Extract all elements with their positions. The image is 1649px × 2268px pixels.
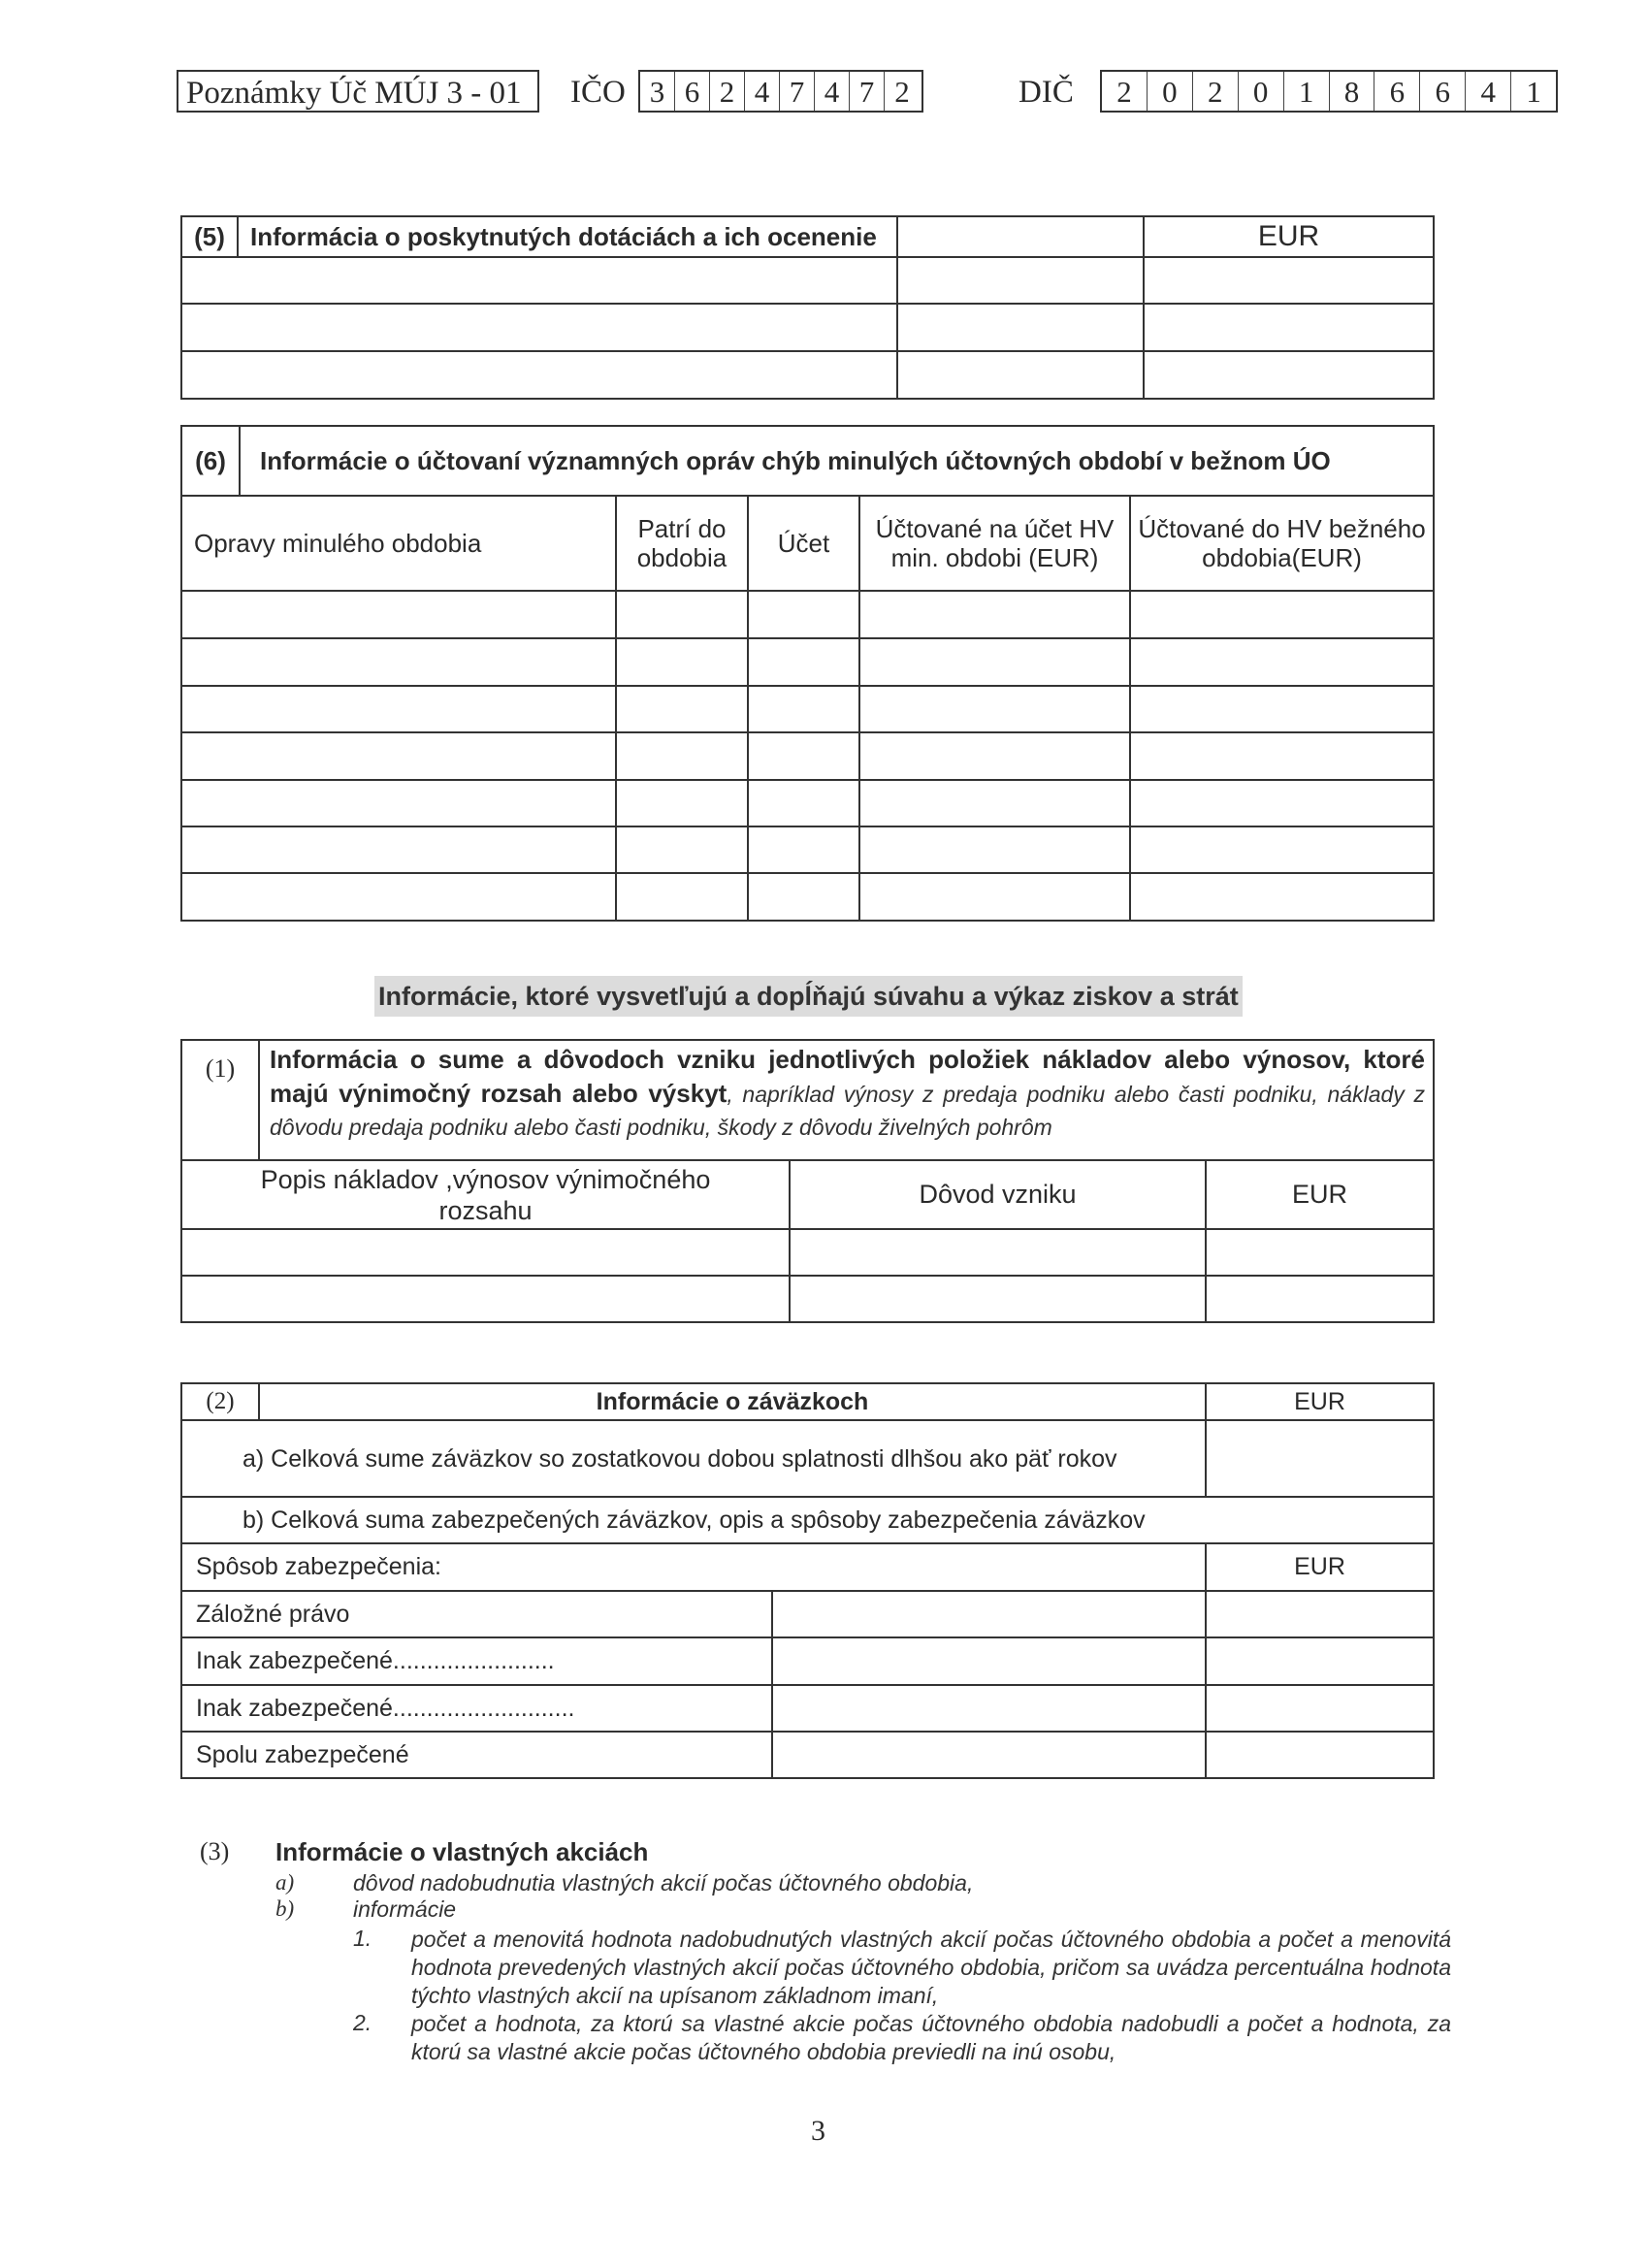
table-row (181, 732, 1434, 780)
section6-cell[interactable] (859, 780, 1130, 826)
ico-digit: 4 (745, 72, 780, 111)
page-number: 3 (811, 2115, 825, 2147)
security-header: Spôsob zabezpečenia: (181, 1543, 1206, 1591)
item3-number: (3) (200, 1837, 230, 1865)
section6-number: (6) (181, 426, 240, 496)
section6-cell[interactable] (616, 780, 748, 826)
section6-cell[interactable] (1130, 826, 1434, 873)
section6-cell[interactable] (616, 732, 748, 780)
item2-row-b: b) Celková suma zabezpečených záväzkov, opis a spôsoby zabezpečenia záväzkov (181, 1497, 1434, 1543)
security-cell[interactable] (1206, 1591, 1434, 1637)
item3-subitem-marker: 2. (353, 2010, 372, 2035)
col-header-eur: EUR (1206, 1160, 1434, 1229)
section5-cell[interactable] (897, 257, 1144, 304)
item2-number: (2) (181, 1383, 259, 1420)
section6-cell[interactable] (859, 732, 1130, 780)
table-row (181, 257, 1434, 304)
col-header-hv-current: Účtované do HV bežného obdobia(EUR) (1130, 496, 1434, 591)
section6-cell[interactable] (859, 686, 1130, 732)
ico-label: IČO (570, 75, 626, 110)
ico-digit: 7 (850, 72, 885, 111)
section6-cell[interactable] (181, 732, 616, 780)
item3-text: dôvod nadobudnutia vlastných akcií počas účtovného obdobia, (353, 1870, 974, 1895)
security-cell[interactable] (1206, 1732, 1434, 1778)
item2-row-a: a) Celková sume záväzkov so zostatkovou dobou splatnosti dlhšou ako päť rokov (181, 1420, 1206, 1497)
section5-title: Informácia o poskytnutých dotáciách a ich ocenenie (238, 216, 897, 257)
section5-cell[interactable] (181, 257, 897, 304)
col-header-corrections: Opravy minulého obdobia (181, 496, 616, 591)
item3-marker: a) (275, 1870, 295, 1895)
security-cell[interactable] (772, 1685, 1206, 1732)
table-row (181, 1276, 1434, 1322)
dic-digit: 1 (1284, 72, 1330, 111)
security-cell[interactable] (1206, 1637, 1434, 1685)
table-row (181, 1732, 1434, 1778)
table-row (181, 1229, 1434, 1276)
section5-blank-header (897, 216, 1144, 257)
security-label: Inak zabezpečené........................ (181, 1637, 772, 1685)
item1-cell[interactable] (790, 1276, 1206, 1322)
dic-digit: 2 (1102, 72, 1148, 111)
section5-cell[interactable] (897, 304, 1144, 351)
dic-digit: 2 (1193, 72, 1239, 111)
col-header-reason: Dôvod vzniku (790, 1160, 1206, 1229)
item3-subitem-text: počet a hodnota, za ktorú sa vlastné akcie počas účtovného obdobia nadobudli a počet a hodnota, za ktorú sa vlastné akcie počas účtovného obdobia previedli na inú osobu, (411, 2011, 1451, 2064)
dic-digit: 0 (1239, 72, 1284, 111)
security-cell[interactable] (1206, 1685, 1434, 1732)
section6-cell[interactable] (1130, 780, 1434, 826)
section6-cell[interactable] (859, 591, 1130, 638)
section-banner: Informácie, ktoré vysvetľujú a dopĺňajú súvahu a výkaz ziskov a strát (374, 976, 1243, 1017)
section5-table (180, 215, 1435, 400)
section6-cell[interactable] (859, 638, 1130, 686)
table-row (181, 1685, 1434, 1732)
security-label: Inak zabezpečené........................... (181, 1685, 772, 1732)
ico-digit: 6 (675, 72, 710, 111)
dic-label: DIČ (1018, 75, 1074, 110)
section6-cell[interactable] (181, 873, 616, 921)
section6-cell[interactable] (1130, 591, 1434, 638)
ico-digit: 7 (780, 72, 815, 111)
section6-cell[interactable] (616, 591, 748, 638)
col-header-hv-prior: Účtované na účet HV min. obdobi (EUR) (859, 496, 1130, 591)
table-row (181, 304, 1434, 351)
section6-cell[interactable] (616, 873, 748, 921)
form-title: Poznámky Úč MÚJ 3 - 01 (177, 70, 539, 113)
security-label: Záložné právo (181, 1591, 772, 1637)
table-row (181, 638, 1434, 686)
item1-title (259, 1040, 1434, 1160)
item2-table (180, 1382, 1435, 1779)
section6-cell[interactable] (616, 826, 748, 873)
col-header-period: Patrí do obdobia (616, 496, 748, 591)
item1-title-italic: , napríklad výnosy z predaja podniku alebo časti podniku, náklady z dôvodu predaja podniku alebo časti podniku, škody z dôvodu živelných pohrôm (270, 1082, 1425, 1140)
section6-cell[interactable] (748, 732, 859, 780)
item1-cell[interactable] (790, 1229, 1206, 1276)
item2-row-a-value[interactable] (1206, 1420, 1434, 1497)
section6-cell[interactable] (616, 686, 748, 732)
dic-digit: 6 (1374, 72, 1420, 111)
item1-cell[interactable] (1206, 1276, 1434, 1322)
table-row (181, 826, 1434, 873)
table-row (181, 780, 1434, 826)
ico-digit: 4 (815, 72, 850, 111)
item3-text: informácie (353, 1896, 457, 1922)
section6-cell[interactable] (748, 873, 859, 921)
section6-cell[interactable] (616, 638, 748, 686)
security-label: Spolu zabezpečené (181, 1732, 772, 1778)
section6-cell[interactable] (748, 638, 859, 686)
table-row (181, 1591, 1434, 1637)
item3-marker: b) (275, 1896, 295, 1921)
ico-digit: 2 (894, 75, 910, 109)
section6-cell[interactable] (1130, 638, 1434, 686)
section5-cell[interactable] (1144, 257, 1434, 304)
table-row (181, 873, 1434, 921)
section5-number: (5) (181, 216, 238, 257)
section6-title: Informácie o účtovaní významných opráv chýb minulých účtovných období v bežnom ÚO (240, 426, 1434, 496)
dic-digit: 1 (1526, 75, 1541, 109)
section6-cell[interactable] (181, 826, 616, 873)
section6-cell[interactable] (748, 591, 859, 638)
security-cell[interactable] (772, 1591, 1206, 1637)
table-row (181, 591, 1434, 638)
section6-cell[interactable] (181, 686, 616, 732)
section6-cell[interactable] (748, 686, 859, 732)
table-row (181, 686, 1434, 732)
col-header-account: Účet (748, 496, 859, 591)
section6-cell[interactable] (859, 826, 1130, 873)
security-cell[interactable] (772, 1732, 1206, 1778)
item3-title: Informácie o vlastných akciách (275, 1837, 649, 1866)
section6-cell[interactable] (1130, 873, 1434, 921)
section6-table (180, 425, 1435, 922)
security-cell[interactable] (772, 1637, 1206, 1685)
section6-cell[interactable] (748, 826, 859, 873)
section5-cell[interactable] (897, 351, 1144, 399)
section6-cell[interactable] (859, 873, 1130, 921)
ico-digit: 3 (640, 72, 675, 111)
section6-cell[interactable] (1130, 686, 1434, 732)
dic-digit: 4 (1466, 72, 1511, 111)
dic-digit: 8 (1330, 72, 1375, 111)
ico-digits (638, 70, 923, 113)
dic-digit: 6 (1420, 72, 1466, 111)
item2-currency: EUR (1206, 1383, 1434, 1420)
table-row (181, 1637, 1434, 1685)
section6-cell[interactable] (181, 780, 616, 826)
section6-cell[interactable] (748, 780, 859, 826)
section6-cell[interactable] (1130, 732, 1434, 780)
security-currency: EUR (1206, 1543, 1434, 1591)
section5-cell[interactable] (1144, 304, 1434, 351)
section5-cell[interactable] (181, 304, 897, 351)
section6-cell[interactable] (181, 591, 616, 638)
item1-number: (1) (181, 1040, 259, 1160)
item1-cell[interactable] (181, 1229, 790, 1276)
dic-digit: 0 (1148, 72, 1193, 111)
section5-currency: EUR (1144, 216, 1434, 257)
dic-digits (1100, 70, 1558, 113)
section5-cell[interactable] (181, 351, 897, 399)
item1-cell[interactable] (1206, 1229, 1434, 1276)
ico-digit: 2 (710, 72, 745, 111)
table-row (181, 351, 1434, 399)
item1-title-bold: Informácia o sume a dôvodoch vzniku jednotlivých položiek nákladov alebo výnosov, ktoré majú výnimočný rozsah alebo výskyt (270, 1045, 1425, 1108)
item1-table (180, 1039, 1435, 1323)
section6-cell[interactable] (181, 638, 616, 686)
item3-subitem-marker: 1. (353, 1926, 372, 1951)
item2-title: Informácie o záväzkoch (259, 1383, 1206, 1420)
item3-subitem-text: počet a menovitá hodnota nadobudnutých vlastných akcií počas účtovného obdobia a počet a menovitá hodnota prevedených vlastných akcií počas účtovného obdobia, pričom sa uvádza percentuálna hodnota týchto vlastných akcií na upísanom základnom imaní, (411, 1927, 1451, 2008)
section5-cell[interactable] (1144, 351, 1434, 399)
col-header-description: Popis nákladov ,výnosov výnimočného rozsahu (181, 1160, 790, 1229)
item1-cell[interactable] (181, 1276, 790, 1322)
